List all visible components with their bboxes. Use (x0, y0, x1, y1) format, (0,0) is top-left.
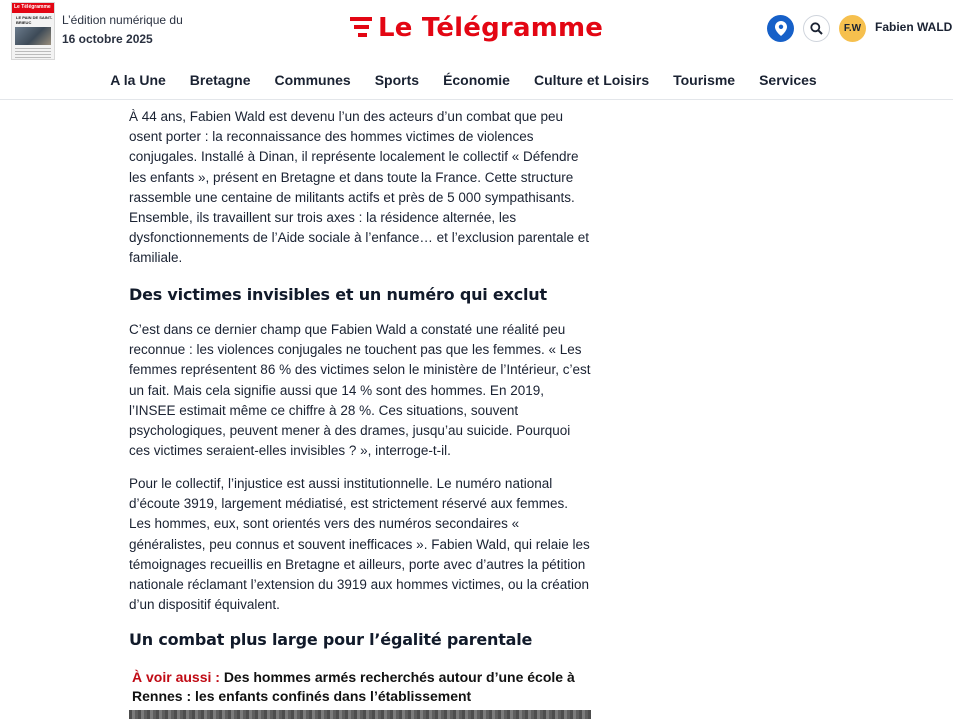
thumb-photo (15, 27, 51, 45)
nav-item-a-la-une[interactable]: A la Une (110, 72, 166, 88)
logo-text: Le Télégramme (378, 13, 604, 43)
nav-item-communes[interactable]: Communes (274, 72, 351, 88)
thumb-brand: Le Télégramme (14, 4, 51, 10)
nav-item-bretagne[interactable]: Bretagne (189, 72, 251, 88)
nav-item-services[interactable]: Services (759, 72, 817, 88)
nav-item-sports[interactable]: Sports (374, 72, 420, 88)
nav-item-tourisme[interactable]: Tourisme (673, 72, 736, 88)
edition-thumbnail[interactable] (11, 2, 55, 60)
edition-label: L’édition numérique du (62, 13, 183, 27)
logo-mark-icon (350, 16, 372, 40)
user-name[interactable]: Fabien WALD (875, 20, 953, 34)
article-paragraph: Pour le collectif, l’injustice est aussi institutionnelle. Le numéro national d’écoute 3919, largement médiatisé, est strictement réservé aux femmes. Les hommes, eux, sont orientés vers des numéros secondaires « généralistes, peu connus et souvent inefficaces ». Fabien Wald, qui relaie les témoignages recueillis en Bretagne et ailleurs, porte avec d’autres la pétition nationale réclamant l’extension du 3919 aux hommes victimes, ou la création d’un dispositif équivalent. (129, 476, 590, 613)
location-pin-icon (775, 21, 787, 36)
search-button[interactable] (803, 15, 830, 42)
nav-list (98, 72, 828, 88)
related-title: Des hommes armés recherchés autour d’une école à Rennes : les enfants confinés dans l’établissement (132, 669, 575, 704)
article-subheading: Des victimes invisibles et un numéro qui exclut (129, 285, 547, 304)
article-paragraph: C’est dans ce dernier champ que Fabien Wald a constaté une réalité peu reconnue : les violences conjugales ne touchent pas que les femmes. « Les femmes représentent 86 % des victimes selon le ministère de l’Intérieur, c’est un fait. Mais cela signifie aussi que 14 % sont des hommes. En 2019, l’INSEE estimait même ce chiffre à 28 %. Ces situations, souvent psychologiques, peuvent mener à des drames, jusqu’au suicide. Pourquoi ces victimes seraient-elles invisibles ? », interroge-t-il. (129, 322, 591, 459)
article-paragraph: À 44 ans, Fabien Wald est devenu l’un des acteurs d’un combat que peu osent porter : la reconnaissance des hommes victimes de violences conjugales. Installé à Dinan, il représente localement le collectif « Défendre les enfants », présent en Bretagne et dans toute la France. Cette structure rassemble une centaine de militants actifs et près de 5 000 sympathisants. Ensemble, ils travaillent sur trois axes : la résidence alternée, les dysfonctionnements de l’Aide sociale à l’enfance… et l’exclusion parentale et familiale. (129, 109, 590, 266)
thumb-headline: LE PAIN DE SAINT-BRIEUC (16, 15, 53, 25)
edition-info[interactable] (62, 11, 183, 49)
article-subheading: Un combat plus large pour l’égalité parentale (129, 630, 533, 649)
main-nav (0, 61, 953, 100)
related-article-link[interactable] (132, 668, 582, 706)
search-icon (810, 22, 823, 35)
site-header (0, 0, 953, 60)
nav-item-culture-loisirs[interactable]: Culture et Loisirs (533, 72, 650, 88)
thumb-text-lines (15, 48, 51, 58)
site-logo[interactable] (350, 9, 603, 47)
edition-date: 16 octobre 2025 (62, 32, 153, 46)
nav-item-economie[interactable]: Économie (443, 72, 510, 88)
related-label: À voir aussi : (132, 669, 220, 685)
related-article-image[interactable] (129, 710, 591, 719)
location-button[interactable] (767, 15, 794, 42)
avatar[interactable]: F.W (839, 15, 866, 42)
